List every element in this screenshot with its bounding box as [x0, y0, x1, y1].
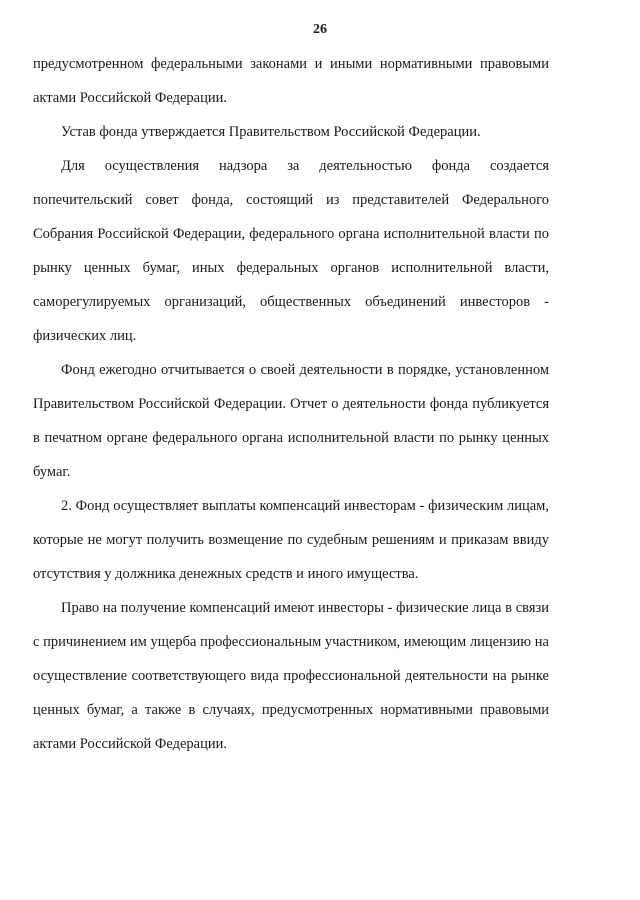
paragraph-charter: Устав фонда утверждается Правительством Российской Федерации.: [61, 124, 481, 140]
paragraph-board-of-trustees: Для осуществления надзора за деятельностью фонда создается попечительский совет фонда, состоящий из представителей Федерального Собрания Российской Федерации, федерального органа исполнительной власти по рынку ценных бумаг, иных федеральных органов исполнительной власти, саморегулируемых организаций, общественных объединений инвесторов - физических лиц.: [33, 158, 549, 344]
document-body: [33, 47, 549, 761]
paragraph-right-to-compensation: Право на получение компенсаций имеют инвесторы - физические лица в связи с причинением им ущерба профессиональным участником, имеющим лицензию на осуществление соответствующего вида профессиональной деятельности на рынке ценных бумаг, а также в случаях, предусмотренных нормативными правовыми актами Российской Федерации.: [33, 600, 549, 752]
paragraph-compensation-payments: 2. Фонд осуществляет выплаты компенсаций инвесторам - физическим лицам, которые не могут получить возмещение по судебным решениям и приказам ввиду отсутствия у должника денежных средств и иного имущества.: [33, 498, 549, 582]
page-number: 26: [313, 22, 327, 37]
paragraph-annual-report: Фонд ежегодно отчитывается о своей деятельности в порядке, установленном Правительством Российской Федерации. Отчет о деятельности фонда публикуется в печатном органе федерального органа исполнительной власти по рынку ценных бумаг.: [33, 362, 549, 480]
paragraph-continuation: предусмотренном федеральными законами и иными нормативными правовыми актами Российской Федерации.: [33, 56, 549, 106]
